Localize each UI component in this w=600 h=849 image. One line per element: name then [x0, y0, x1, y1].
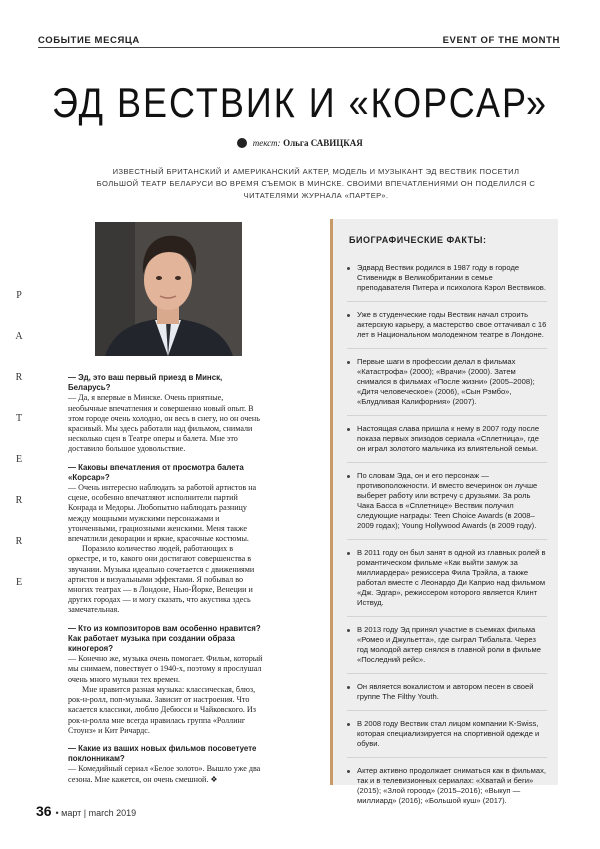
question-4: — Какие из ваших новых фильмов посоветуете поклонникам? [68, 743, 257, 764]
bio-fact: Эдвард Вествик родился в 1987 году в городе Стивенидж в Великобритании в семье преподавателя Питера и психолога Кэрол Вествиков. [347, 263, 547, 302]
byline [0, 138, 600, 148]
bio-facts-panel [330, 219, 558, 805]
answer-2: — Очень интересно наблюдать за работой артистов на сцене, особенно впечатляют исполнители партий Конрада и Медоры. Любопытно наблюдать разницу между мощными мужскими персонажами и утонченными, грациозными женскими. Меня также впечатлили декорации и яркие, красочные костюмы. [68, 483, 257, 544]
answer-2-cont: Поразило количество людей, работающих в оркестре, и то, какого они достигают совершенства в звучании. Музыка идеально сочетается с движениями артистов и визуальными эффектами. Я побывал во многих театрах — в Лондоне, Нью-Йорке, Венеции и других городах — и могу сказать, что акустика здесь замечательная. [68, 544, 255, 615]
answer-3-cont: Мне нравится разная музыка: классическая, блюз, рок-н-ролл, поп-музыка. Зависит от настроения. Что касается классики, люблю Дебюсси и Чайковского. Из рок-н-ролла мне всегда нравилась группа «Роллинг Стоунз» и Кит Ричардс. [68, 684, 256, 735]
question-1: — Эд, это ваш первый приезд в Минск, Беларусь? [68, 373, 223, 393]
side-brand-letter: E [15, 454, 23, 465]
answer-3: — Конечно же, музыка очень помогает. Фильм, который мы снимаем, повествует о 1940-х, поэтому я прослушал очень много музыки тех времен. [68, 654, 263, 684]
bio-facts-title: БИОГРАФИЧЕСКИЕ ФАКТЫ: [349, 235, 487, 245]
answer-4: — Комедийный сериал «Белое золото». Вышло уже два сезона. Мне кажется, он очень смешной. ❖ [68, 764, 261, 784]
interview-column [68, 373, 264, 785]
page-number: 36 [36, 803, 52, 819]
byline-label: текст: [252, 138, 281, 148]
side-brand [14, 290, 24, 588]
side-brand-letter: R [15, 495, 23, 506]
portrait-illustration [95, 222, 242, 356]
portrait-photo [95, 222, 242, 356]
side-brand-letter: R [15, 536, 23, 547]
section-label: СОБЫТИЕ МЕСЯЦА [38, 35, 140, 46]
bio-fact: По словам Эда, он и его персонаж — противоположности. И вместо вечеринок он лучше выберет работу или встречу с друзьями. За роль Чака Басса в «Сплетнице» Вествик получил следующие награды: Teen Choice Awards (в 2008–2009 годах); Young Hollywood Awards (в 2009 году). [347, 471, 547, 540]
side-brand-letter: P [16, 290, 22, 301]
side-brand-letter: R [15, 372, 23, 383]
side-brand-letter: T [15, 413, 23, 424]
answer-1: — Да, я впервые в Минске. Очень приятные, необычные впечатления и совершенно новый опыт. В этом городе очень холодно, он весь в снегу, но он очень красивый. Мы здесь работали над фильмом, снимали несколько сцен в Театре оперы и балета. Мне это доставило большое удовольствие. [68, 393, 260, 454]
header-rule [38, 47, 560, 48]
side-brand-letter: A [15, 331, 23, 342]
bio-fact: Актер активно продолжает сниматься как в фильмах, так и в телевизионных сериалах: «Хватай и беги» (2015); «Злой гороод» (2015–2016); «Выкуп — миллиард» (2016); «Большой куш» (2017). [347, 766, 547, 814]
pen-icon [237, 138, 247, 148]
section-label-en: EVENT OF THE MONTH [442, 35, 560, 46]
bio-fact: В 2013 году Эд принял участие в съемках фильма «Ромео и Джульетта», где сыграл Тибальта. Через год молодой актер снялся в главной роли в фильме «Последний рейс». [347, 625, 547, 674]
bio-fact: В 2011 году он был занят в одной из главных ролей в романтическом фильме «Как выйти замуж за миллиардера» режиссера Фила Трэйла, а также работал вместе с Леонардо Ди Каприо над фильмом «Дж. Эдгар», режиссером которого является Клинт Иствуд. [347, 548, 547, 617]
bio-fact: Уже в студенческие годы Вествик начал строить актерскую карьеру, а мастерство свое оттачивал с 16 лет в Национальном молодежном театре в Лондоне. [347, 310, 547, 349]
byline-author: Ольга САВИЦКАЯ [283, 138, 363, 148]
article-title: ЭД ВЕСТВИК И «КОРСАР» [51, 78, 549, 126]
bio-fact: Первые шаги в профессии делал в фильмах «Катастрофа» (2000); «Врачи» (2000). Затем снимался в фильмах «После жизни» (2005–2008); «Дитя человеческое» (2006), «Сын Рэмбо», «Блудливая Калифорния» (2007). [347, 357, 547, 416]
page-footer: 36 • март | march 2019 [36, 803, 137, 819]
bio-facts-list [347, 263, 547, 822]
bio-fact: Он является вокалистом и автором песен в своей группе The Filthy Youth. [347, 682, 547, 711]
issue-date: март | march 2019 [61, 808, 137, 818]
side-brand-letter: E [15, 577, 23, 588]
question-3: — Кто из композиторов вам особенно нравится? Как работает музыка при создании образа киногероя? [68, 623, 261, 654]
bio-fact: Настоящая слава пришла к нему в 2007 году после показа первых эпизодов сериала «Сплетница», где он играл золотого мальчика из влиятельной семьи. [347, 424, 547, 463]
bio-fact: В 2008 году Вествик стал лицом компании K-Swiss, которая специализируется на спортивной одежде и обуви. [347, 719, 547, 758]
lead-paragraph: ИЗВЕСТНЫЙ БРИТАНСКИЙ И АМЕРИКАНСКИЙ АКТЕР, МОДЕЛЬ И МУЗЫКАНТ ЭД ВЕСТВИК ПОСЕТИЛ БОЛЬШОЙ ТЕАТР БЕЛАРУСИ ВО ВРЕМЯ СЪЕМОК В МИНСКЕ. СВОИМИ ВПЕЧАТЛЕНИЯМИ ОН ПОДЕЛИЛСЯ С ЧИТАТЕЛЯМИ ЖУРНАЛА «ПАРТЕР». [96, 167, 536, 200]
question-2: — Каковы впечатления от просмотра балета «Корсар»? [68, 462, 244, 482]
